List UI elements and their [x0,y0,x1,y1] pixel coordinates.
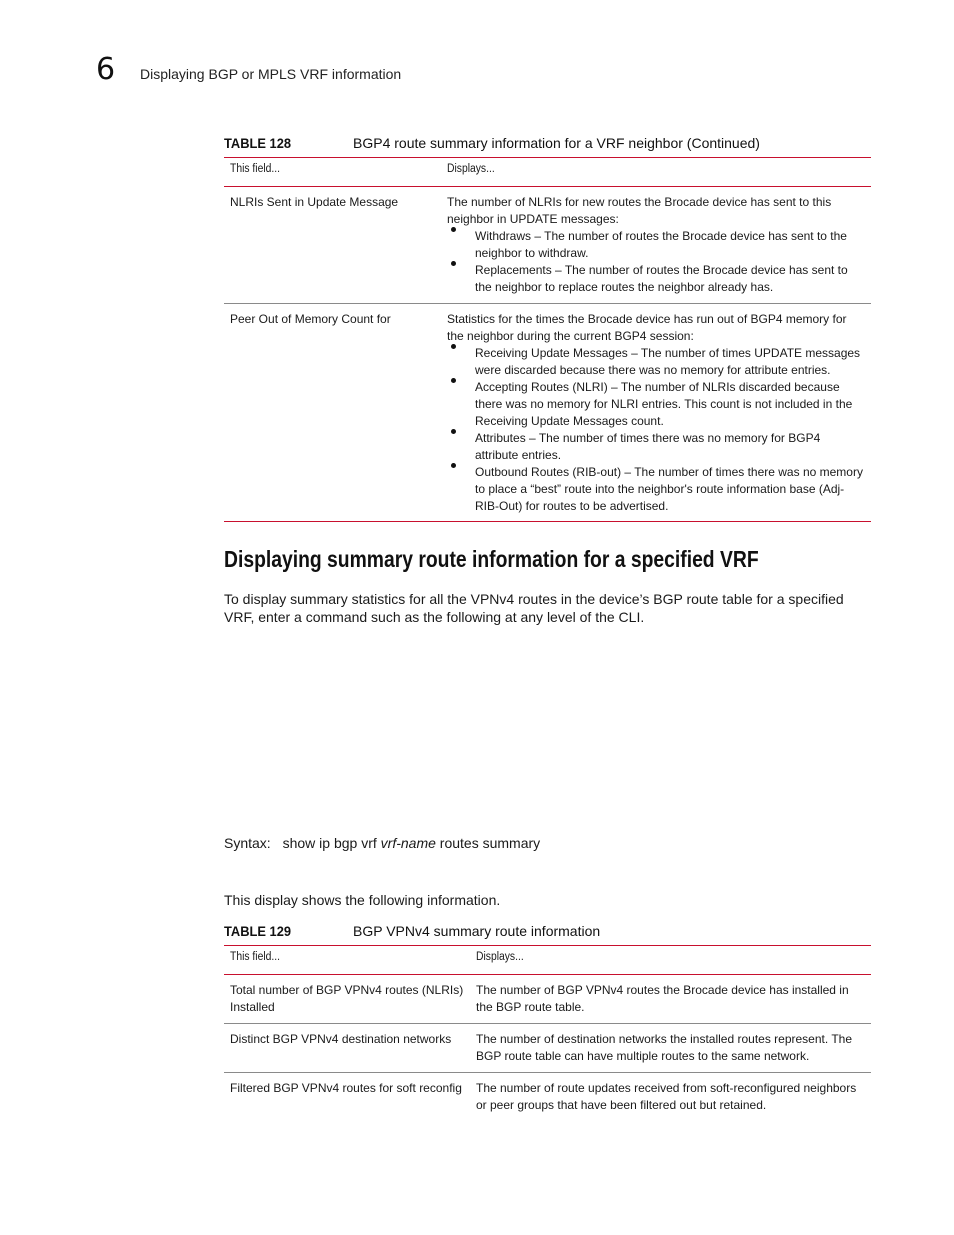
table128-label: TABLE 128 [224,135,292,151]
table129-label: TABLE 129 [224,923,292,939]
table-row [224,187,871,303]
field-description: The number of route updates received from soft-reconfigured neighbors or peer groups that have been filtered out but retained. [476,1081,857,1112]
syntax-label: Syntax: [224,835,271,851]
table128-col1-header: This field... [230,163,281,175]
table-row [224,975,871,1023]
table128 [224,157,871,522]
section-heading: Displaying summary route information for a specified VRF [224,546,759,572]
table129 [224,945,871,1121]
syntax-command: show ip bgp vrf [282,835,377,851]
field-description [447,311,871,515]
syntax-parameter: vrf-name [380,835,436,851]
list-item: Accepting Routes (NLRI) – The number of NLRIs discarded because there was no memory for NLRI entries. This count is not included in the Receiving Update Messages count. [447,379,863,430]
description-text: Statistics for the times the Brocade device has run out of BGP4 memory for the neighbor during the current BGP4 session: [447,312,847,343]
field-name: NLRIs Sent in Update Message [230,195,399,209]
table129-col1-header: This field... [230,951,281,963]
table129-title: BGP VPNv4 summary route information [353,923,601,939]
field-description: The number of destination networks the installed routes represent. The BGP route table can have multiple routes to the same network. [476,1032,852,1063]
bullet-list [447,228,863,296]
table-row [224,1024,871,1072]
display-note: This display shows the following information. [224,892,501,908]
syntax-line [224,835,540,851]
table128-bottom-rule [224,521,871,522]
table129-header [224,946,871,974]
chapter-title: Displaying BGP or MPLS VRF information [140,66,402,82]
list-item: Replacements – The number of routes the Brocade device has sent to the neighbor to replace routes the neighbor already has. [447,262,863,296]
list-item: Receiving Update Messages – The number of times UPDATE messages were discarded because there was no memory for attribute entries. [447,345,863,379]
bullet-list [447,345,863,515]
table-row [224,304,871,521]
list-item: Outbound Routes (RIB-out) – The number of times there was no memory to place a “best” route into the neighbor's route information base (Adj-RIB-Out) for routes to be advertised. [447,464,863,515]
list-item: Withdraws – The number of routes the Brocade device has sent to the neighbor to withdraw. [447,228,863,262]
table129-caption [224,923,870,939]
syntax-command-suffix: routes summary [439,835,541,851]
field-description [447,194,871,296]
table128-header [224,158,871,186]
field-name: Total number of BGP VPNv4 routes (NLRIs) Installed [230,983,464,1014]
table128-title: BGP4 route summary information for a VRF neighbor (Continued) [353,135,760,151]
description-text: The number of NLRIs for new routes the Brocade device has sent to this neighbor in UPDATE messages: [447,195,832,226]
field-name: Distinct BGP VPNv4 destination networks [230,1032,452,1046]
table128-col2-header: Displays... [447,163,495,175]
table128-caption [224,135,870,151]
field-description: The number of BGP VPNv4 routes the Brocade device has installed in the BGP route table. [476,983,849,1014]
field-name: Filtered BGP VPNv4 routes for soft reconfig [230,1081,462,1095]
section-intro: To display summary statistics for all the VPNv4 routes in the device’s BGP route table for a specified VRF, enter a command such as the following at any level of the CLI. [224,591,844,625]
list-item: Attributes – The number of times there was no memory for BGP4 attribute entries. [447,430,863,464]
field-name: Peer Out of Memory Count for [230,312,391,326]
table-row [224,1073,871,1121]
chapter-number: 6 [96,52,116,87]
table129-col2-header: Displays... [476,951,524,963]
